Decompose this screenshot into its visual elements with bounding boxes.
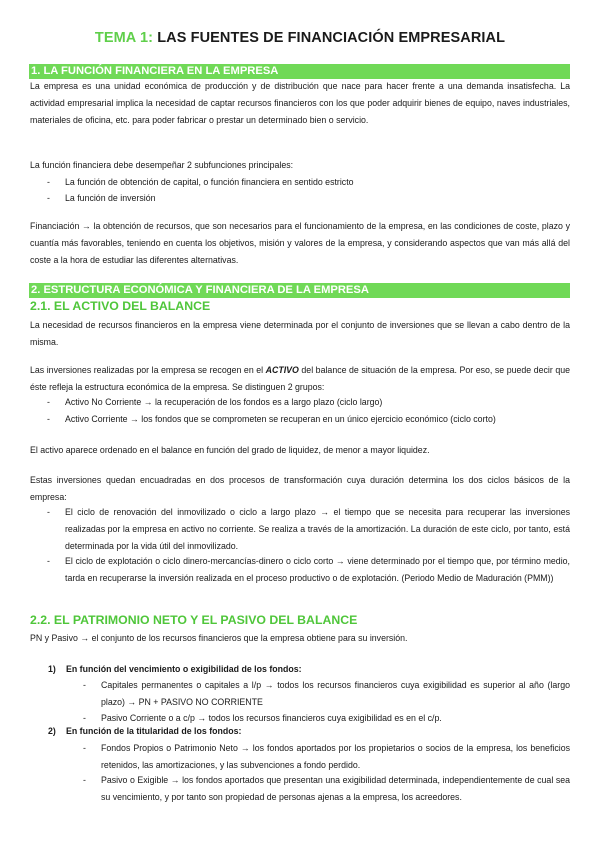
subsection-2-2-heading: 2.2. EL PATRIMONIO NETO Y EL PASIVO DEL BALANCE	[30, 613, 358, 627]
s1-paragraph-2: La función financiera debe desempeñar 2 subfunciones principales:	[30, 160, 294, 170]
activo-emphasis: ACTIVO	[265, 365, 299, 375]
s1-paragraph-1: La empresa es una unidad económica de producción y de distribución que nace para hacer frente a una demanda insatisfecha. La actividad empresarial implica la necesidad de captar recursos financieros con los que poder adquirir bienes de equipo, naves industriales, materiales de oficina, etc. para poder fabricar o prestar un determinado bien o servicio.	[30, 81, 570, 125]
s2-paragraph-4: Estas inversiones quedan encuadradas en dos procesos de transformación cuya duración determina los dos ciclos básicos de la empresa:	[30, 475, 570, 502]
page-title	[0, 30, 600, 46]
s2-paragraph-1: La necesidad de recursos financieros en la empresa viene determinada por el conjunto de inversiones que se llevan a cabo dentro de la misma.	[30, 320, 570, 347]
s1-paragraph-3: Financiación → la obtención de recursos, que son necesarios para el funcionamiento de la empresa, en las condiciones de coste, plazo y cuantía más favorables, teniendo en cuenta los objetivos, misión y valores de la empresa, y considerando aspectos que van más allá del coste a la hora de estudiar las diferentes alternativas.	[30, 221, 570, 265]
document-page: TEMA 1: LAS FUENTES DE FINANCIACIÓN EMPRESARIAL 1. LA FUNCIÓN FINANCIERA EN LA EMPRESA La empresa es una unidad económica de producción y de distribución que nace para hacer frente a una demanda insatisfecha. La actividad empresarial implica la necesidad de captar recursos financieros con los que poder adquirir bienes de equipo, naves industriales, materiales de oficina, etc. para poder fabricar o prestar un determinado bien o servicio. La función financiera debe desempeñar 2 subfunciones principales: - La función de obtención de capital, o función financiera en sentido estricto - La función de inversión Financiación → la obtención de recursos, que son necesarios para el funcionamiento de la empresa, en las condiciones de coste, plazo y cuantía más favorables, teniendo en cuenta los objetivos, misión y valores de la empresa, y considerando aspectos que van más allá del coste a la hora de estudiar las diferentes alternativas. 2. ESTRUCTURA ECONÓMICA Y FINANCIERA DE LA EMPRESA 2.1. EL ACTIVO DEL BALANCE La necesidad de recursos financieros en la empresa viene determinada por el conjunto de inversiones que se llevan a cabo dentro de la misma. Las inversiones realizadas por la empresa se recogen en el ACTIVO del balance de situación de la empresa. Por eso, se puede decir que éste refleja la estructura económica de la empresa. Se distinguen 2 grupos: - Activo No Corriente → la recuperación de los fondos es a largo plazo (ciclo largo) - Activo Corriente → los fondos que se comprometen se recuperan en un único ejercicio económico (ciclo corto) El activo aparece ordenado en el balance en función del grado de liquidez, de menor a mayor liquidez. Estas inversiones quedan encuadradas en dos procesos de transformación cuya duración determina los dos ciclos básicos de la empresa: - El ciclo de renovación del inmovilizado o ciclo a largo plazo → el tiempo que se necesita para recuperar las inversiones realizadas por la empresa en activo no corriente. Se realiza a través de la amortización. La duración de este ciclo, por tanto, está determinada por la vida útil del inmovilizado. - El ciclo de explotación o ciclo dinero-mercancías-dinero o ciclo corto → viene determinado por el tiempo que, por término medio, tarda en recuperarse la inversión realizada en el proceso productivo o de explotación. (Periodo Medio de Maduración (PMM)) 2.2. EL PATRIMONIO NETO Y EL PASIVO DEL BALANCE PN y Pasivo → el conjunto de los recursos financieros que la empresa obtiene para su inversión. 1) En función del vencimiento o exigibilidad de los fondos: - Capitales permanentes o capitales a l/p → todos los recursos financieros cuya exigibilidad es superior al año (largo plazo) → PN + PASIVO NO CORRIENTE - Pasivo Corriente o a c/p → todos los recursos financieros cuya exigibilidad es en el c/p. 2) En función de la titularidad de los fondos: - Fondos Propios o Patrimonio Neto → los fondos aportados por los propietarios o socios de la empresa, los beneficios retenidos, las amortizaciones, y las subvenciones a fondo perdido. - Pasivo o Exigible → los fondos aportados que presentan una exigibilidad determinada, independientemente de cual sea su vencimiento, y por tanto son propiedad de personas ajenas a la empresa, los acreedores.	[0, 0, 600, 848]
section-2-heading: 2. ESTRUCTURA ECONÓMICA Y FINANCIERA DE LA EMPRESA	[29, 283, 570, 298]
section-1-heading: 1. LA FUNCIÓN FINANCIERA EN LA EMPRESA	[29, 64, 570, 79]
subsection-2-1-heading: 2.1. EL ACTIVO DEL BALANCE	[30, 299, 211, 313]
s2-paragraph-3: El activo aparece ordenado en el balance en función del grado de liquidez, de menor a mayor liquidez.	[30, 445, 430, 455]
title-prefix: TEMA 1:	[94, 30, 154, 46]
title-main: LAS FUENTES DE FINANCIACIÓN EMPRESARIAL	[157, 30, 506, 46]
s2-paragraph-2: Las inversiones realizadas por la empresa se recogen en el ACTIVO del balance de situación de la empresa. Por eso, se puede decir que éste refleja la estructura económica de la empresa. Se distinguen 2 grupos:	[30, 365, 571, 392]
s2-paragraph-5: PN y Pasivo → el conjunto de los recursos financieros que la empresa obtiene para su inversión.	[30, 633, 408, 643]
